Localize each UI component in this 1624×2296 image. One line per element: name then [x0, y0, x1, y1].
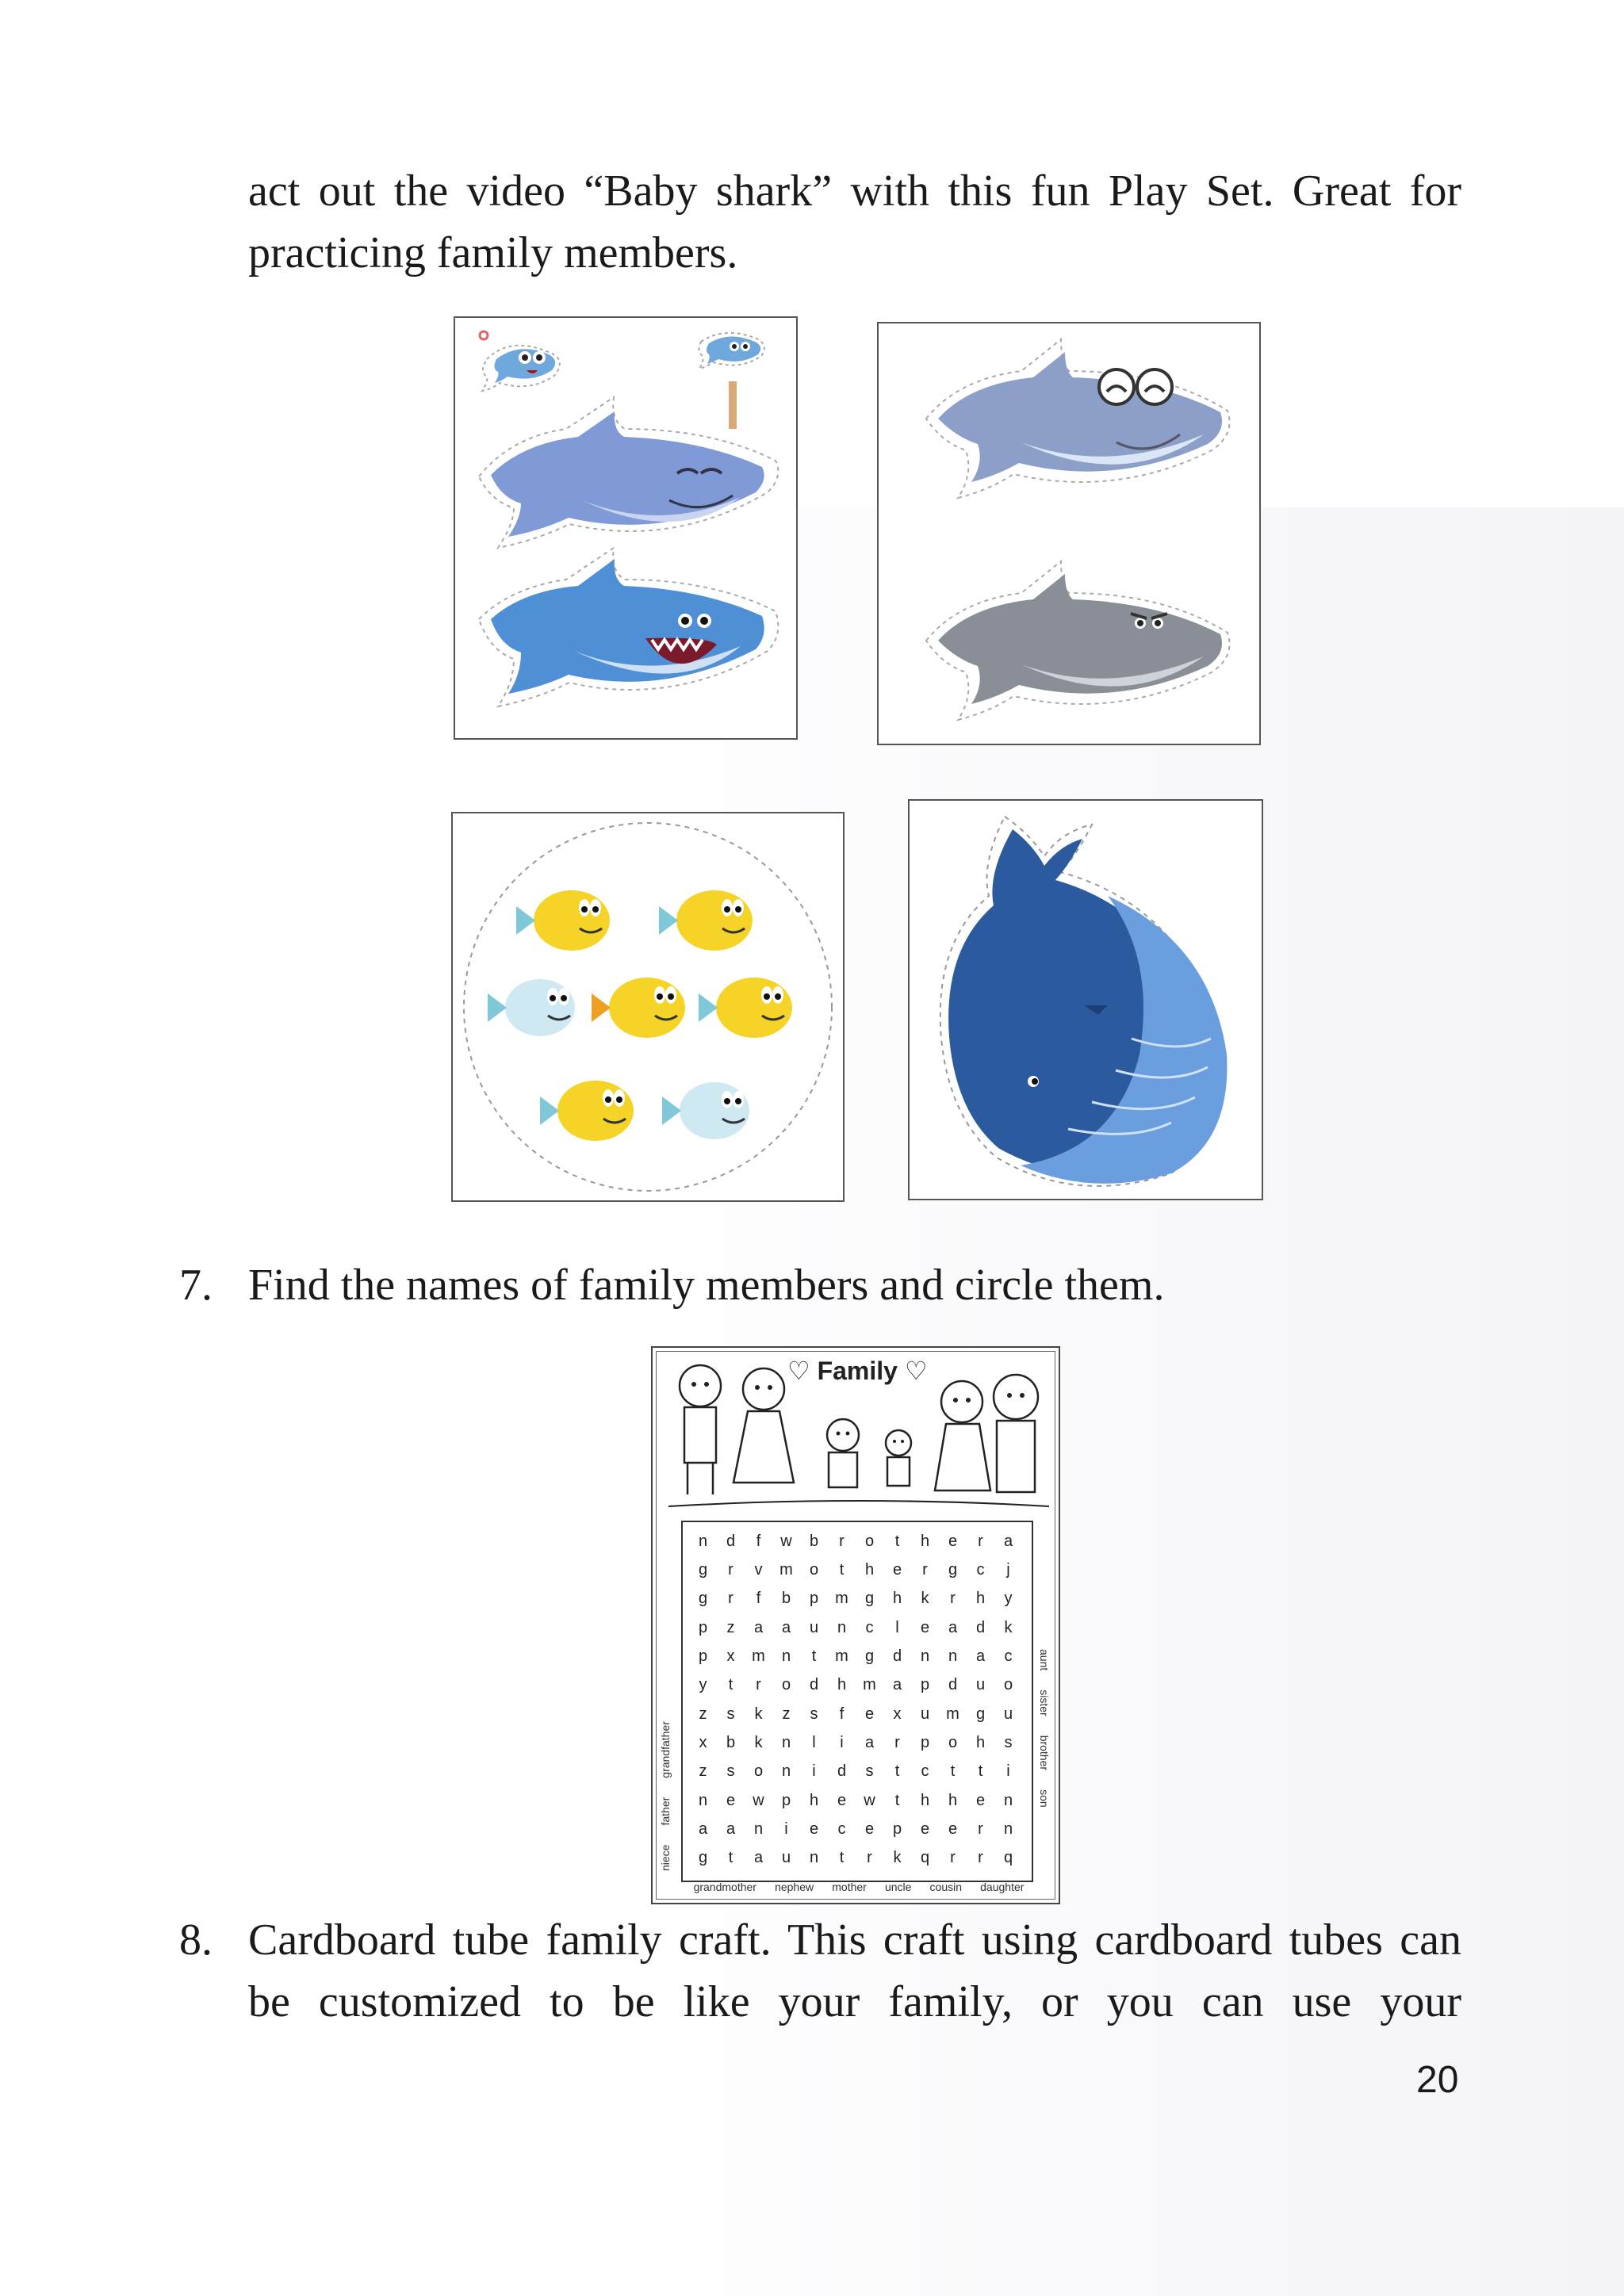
grid-letter: e [837, 1791, 847, 1809]
grid-letter: n [781, 1647, 791, 1665]
baby-shark-cutout-image [454, 316, 798, 740]
grid-letter: d [948, 1676, 958, 1694]
bottom-word: grandmother [693, 1881, 756, 1893]
grid-letter: n [1003, 1791, 1013, 1809]
grid-letter: i [1006, 1762, 1010, 1781]
bottom-word: cousin [929, 1881, 963, 1893]
bottom-word: daughter [980, 1881, 1025, 1893]
heart-icon: ♡ [904, 1357, 928, 1385]
grid-letter: y [1004, 1590, 1013, 1608]
grid-letter: f [839, 1705, 845, 1723]
grid-letter: e [892, 1560, 902, 1578]
grid-letter: r [922, 1560, 928, 1578]
bottom-word: nephew [775, 1881, 814, 1893]
bottom-word: mother [832, 1881, 867, 1893]
grid-letter: o [781, 1676, 791, 1694]
grid-letter: p [698, 1647, 708, 1665]
grid-letter: g [698, 1590, 708, 1608]
grid-letter: f [756, 1590, 761, 1608]
bottom-word-list [684, 1881, 1033, 1893]
grid-letter: e [726, 1791, 736, 1809]
grid-letter: a [1003, 1532, 1013, 1550]
grid-letter: h [892, 1590, 902, 1608]
grid-letter: c [865, 1618, 874, 1636]
grid-letter: t [894, 1791, 900, 1809]
left-word-list [659, 1530, 680, 1871]
grid-letter: g [864, 1647, 875, 1665]
grid-letter: a [753, 1618, 764, 1636]
item-7-number: 7. [179, 1261, 213, 1310]
grid-letter: g [698, 1560, 708, 1578]
grid-letter: p [892, 1820, 902, 1838]
grid-letter: h [837, 1676, 847, 1694]
grid-letter: d [809, 1676, 819, 1694]
grid-letter: a [948, 1618, 958, 1636]
grid-letter: e [809, 1820, 819, 1838]
right-word: son [1038, 1789, 1051, 1808]
grid-letter: g [948, 1560, 958, 1578]
grid-letter: o [753, 1762, 764, 1781]
grid-letter: x [893, 1705, 902, 1723]
grid-letter: l [812, 1733, 816, 1751]
grid-letter: r [728, 1560, 733, 1578]
grid-letter: a [864, 1733, 875, 1751]
grid-letter: n [920, 1647, 930, 1665]
item-8-number: 8. [179, 1915, 213, 1965]
grid-letter: m [835, 1590, 848, 1608]
grid-letter: s [1004, 1733, 1013, 1751]
grid-letter: p [920, 1676, 930, 1694]
grid-letter: k [754, 1705, 763, 1723]
grandparent-sharks-image [877, 322, 1261, 745]
grid-letter: u [781, 1849, 791, 1867]
grid-letter: m [863, 1676, 876, 1694]
grid-letter: e [864, 1705, 875, 1723]
grid-letter: p [809, 1590, 819, 1608]
grid-letter: t [839, 1849, 845, 1867]
grid-letter: v [754, 1560, 763, 1578]
grid-letter: f [756, 1532, 761, 1550]
grandparent-sharks-illustration [879, 323, 1259, 744]
grid-letter: k [921, 1590, 929, 1608]
grid-letter: k [1004, 1618, 1013, 1636]
grid-letter: h [920, 1791, 930, 1809]
item-7-text [248, 1254, 1461, 1316]
grid-letter: t [811, 1647, 817, 1665]
grid-letter: u [1003, 1705, 1013, 1723]
grid-letter: b [781, 1590, 791, 1608]
grid-letter: r [978, 1849, 983, 1867]
grid-letter: x [726, 1647, 735, 1665]
grid-letter: e [920, 1618, 930, 1636]
grid-letter: e [864, 1820, 875, 1838]
grid-letter: h [975, 1590, 986, 1608]
grid-letter: e [975, 1791, 986, 1809]
grid-letter: r [894, 1733, 900, 1751]
grid-letter: h [809, 1791, 819, 1809]
right-word: brother [1038, 1735, 1051, 1771]
grid-letter: d [975, 1618, 986, 1636]
grid-letter: r [978, 1532, 983, 1550]
grid-letter: s [810, 1705, 818, 1723]
right-word: aunt [1038, 1649, 1051, 1671]
grid-letter: a [975, 1647, 986, 1665]
left-word: grandfather [659, 1721, 672, 1778]
grid-letter: p [698, 1618, 708, 1636]
grid-letter: t [728, 1676, 733, 1694]
whale-cutout-image [908, 799, 1263, 1200]
grid-letter: n [809, 1849, 819, 1867]
grid-letter: n [753, 1820, 764, 1838]
grid-letter: m [779, 1560, 793, 1578]
grid-letter: r [867, 1849, 872, 1867]
grid-letter: d [892, 1647, 902, 1665]
grid-letter: a [726, 1820, 736, 1838]
grid-letter: o [809, 1560, 819, 1578]
right-word: sister [1038, 1689, 1051, 1716]
grid-letter: w [753, 1791, 764, 1809]
grid-letter: m [835, 1647, 848, 1665]
grid-letter: e [948, 1532, 958, 1550]
grid-letter: c [837, 1820, 846, 1838]
grid-letter: k [754, 1733, 763, 1751]
grid-letter: n [781, 1762, 791, 1781]
grid-letter: b [809, 1532, 819, 1550]
fish-circle-illustration [453, 813, 843, 1200]
grid-letter: i [812, 1762, 816, 1781]
grid-letter: r [950, 1590, 956, 1608]
grid-letter: g [975, 1705, 986, 1723]
right-word-list [1030, 1649, 1051, 1887]
grid-letter: b [726, 1733, 736, 1751]
item-8-line-2: be customized to be like your family, or you can use your [248, 1977, 1461, 2026]
grid-letter: z [726, 1618, 735, 1636]
left-word: father [659, 1797, 672, 1826]
grid-letter: z [699, 1705, 707, 1723]
grid-letter: d [726, 1532, 736, 1550]
grid-letter: e [920, 1820, 930, 1838]
grid-letter: c [1004, 1647, 1013, 1665]
grid-letter: s [865, 1762, 874, 1781]
grid-letter: r [978, 1820, 983, 1838]
grid-letter: u [809, 1618, 819, 1636]
grid-letter: g [698, 1849, 708, 1867]
grid-letter: h [975, 1733, 986, 1751]
item-8-line-1: Cardboard tube family craft. This craft using cardboard tubes can [248, 1915, 1461, 1965]
grid-letter: i [784, 1820, 788, 1838]
grid-letter: t [894, 1532, 900, 1550]
grid-letter: t [894, 1762, 900, 1781]
intro-line-2: practicing family members. [248, 228, 738, 277]
grid-letter: p [781, 1791, 791, 1809]
item-8-text [248, 1909, 1461, 2033]
whale-illustration [910, 801, 1262, 1199]
fish-circle-cutout-image [451, 812, 845, 1202]
grid-letter: n [837, 1618, 847, 1636]
intro-paragraph [248, 160, 1461, 284]
grid-letter: t [950, 1762, 956, 1781]
grid-letter: r [839, 1532, 845, 1550]
heart-icon: ♡ [787, 1357, 810, 1385]
grid-letter: c [921, 1762, 929, 1781]
grid-letter: n [698, 1791, 708, 1809]
grid-letter: y [699, 1676, 707, 1694]
grid-letter: u [920, 1705, 930, 1723]
grid-letter: h [864, 1560, 875, 1578]
grid-letter: h [948, 1791, 958, 1809]
grid-letter: z [699, 1762, 707, 1781]
grid-letter: a [753, 1849, 764, 1867]
grid-letter: r [756, 1676, 761, 1694]
grid-letter: j [1006, 1560, 1010, 1578]
grid-letter: i [840, 1733, 844, 1751]
grid-letter: s [726, 1705, 735, 1723]
grid-letter: u [975, 1676, 986, 1694]
page-number: 20 [1416, 2059, 1459, 2101]
grid-letter: k [893, 1849, 902, 1867]
family-line-drawing [661, 1348, 1049, 1514]
grid-letter: s [726, 1762, 735, 1781]
grid-letter: e [948, 1820, 958, 1838]
word-grid [689, 1527, 1022, 1873]
grid-letter: z [782, 1705, 791, 1723]
grid-letter: h [920, 1532, 930, 1550]
grid-letter: l [895, 1618, 899, 1636]
grid-letter: n [1003, 1820, 1013, 1838]
grid-letter: t [978, 1762, 983, 1781]
grid-letter: r [728, 1590, 733, 1608]
grid-letter: n [698, 1532, 708, 1550]
grid-letter: a [698, 1820, 708, 1838]
grid-letter: n [781, 1733, 791, 1751]
left-word: niece [659, 1844, 672, 1871]
grid-letter: n [948, 1647, 958, 1665]
grid-letter: a [781, 1618, 791, 1636]
grid-letter: p [920, 1733, 930, 1751]
grid-letter: w [864, 1791, 875, 1809]
bottom-word: uncle [884, 1881, 912, 1893]
grid-letter: o [948, 1733, 958, 1751]
grid-letter: m [946, 1705, 959, 1723]
grid-letter: x [699, 1733, 707, 1751]
grid-letter: t [728, 1849, 733, 1867]
grid-letter: q [920, 1849, 930, 1867]
puzzle-title: Family [817, 1357, 898, 1385]
item-7-line: Find the names of family members and circle them. [248, 1261, 1165, 1310]
grid-letter: m [752, 1647, 765, 1665]
grid-letter: o [864, 1532, 875, 1550]
family-word-search-image [651, 1346, 1060, 1904]
grid-letter: g [864, 1590, 875, 1608]
grid-letter: d [837, 1762, 847, 1781]
grid-letter: t [839, 1560, 845, 1578]
grid-letter: c [976, 1560, 985, 1578]
grid-letter: w [780, 1532, 792, 1550]
intro-line-1: act out the video “Baby shark” with this fun Play Set. Great for [248, 166, 1461, 216]
baby-shark-illustration [455, 318, 796, 738]
grid-letter: r [950, 1849, 956, 1867]
grid-letter: a [892, 1676, 902, 1694]
grid-letter: o [1003, 1676, 1013, 1694]
grid-letter: q [1003, 1849, 1013, 1867]
